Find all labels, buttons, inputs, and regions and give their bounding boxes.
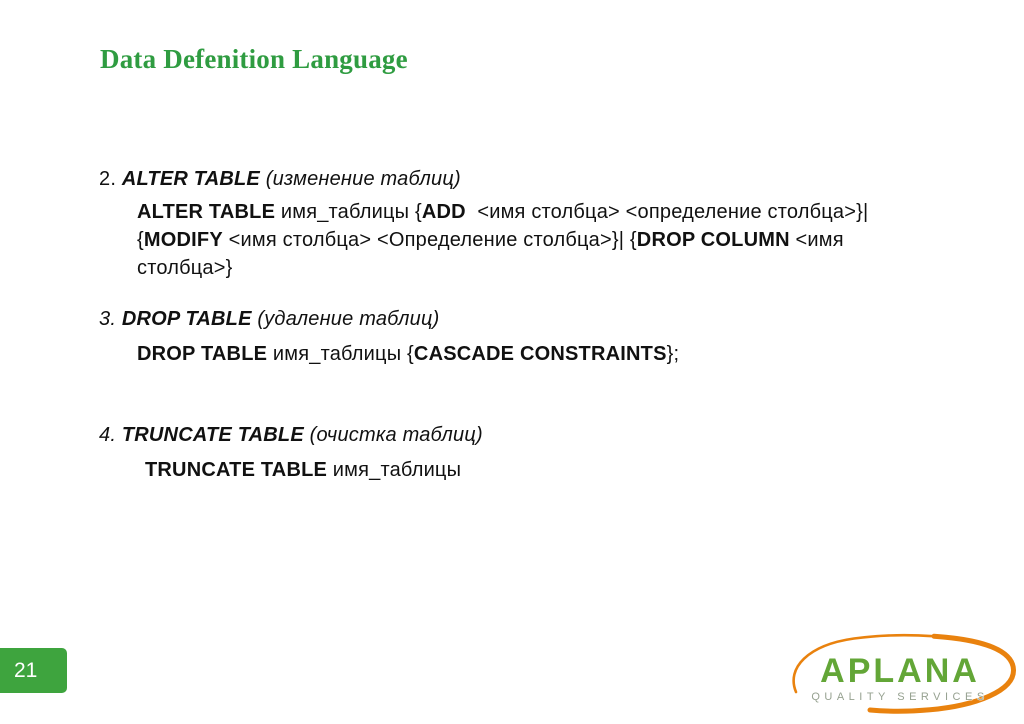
logo-tagline-text: QUALITY SERVICES xyxy=(811,691,989,703)
code-line: ALTER TABLE имя_таблицы {ADD <имя столбца> <определение столбца>}| xyxy=(137,201,869,223)
code-line: TRUNCATE TABLE имя_таблицы xyxy=(145,459,462,481)
section-number: 2. xyxy=(99,168,122,190)
aplana-logo xyxy=(782,628,1018,722)
section-note: (удаление таблиц) xyxy=(257,308,440,330)
code-line: DROP TABLE имя_таблицы {CASCADE CONSTRAINTS}; xyxy=(137,343,680,365)
section-2-code xyxy=(137,198,868,282)
slide-title: Data Defenition Language xyxy=(100,44,408,74)
code-line: столбца>} xyxy=(137,257,233,279)
section-number: 4. xyxy=(99,424,122,446)
section-3-code xyxy=(137,340,679,368)
section-note: (очистка таблиц) xyxy=(309,424,483,446)
logo-brand-text: APLANA xyxy=(820,652,980,690)
section-keyword: TRUNCATE TABLE xyxy=(121,424,310,446)
page-number-badge xyxy=(0,648,67,693)
section-number: 3. xyxy=(99,308,122,330)
section-3-heading xyxy=(99,308,439,331)
section-keyword: ALTER TABLE xyxy=(121,168,266,190)
section-4-code xyxy=(145,456,461,484)
page-number: 21 xyxy=(14,659,38,682)
section-keyword: DROP TABLE xyxy=(121,308,258,330)
section-4-heading xyxy=(99,424,483,447)
section-2-heading xyxy=(99,168,461,191)
section-note: (изменение таблиц) xyxy=(265,168,461,190)
code-line: {MODIFY <имя столбца> <Определение столбца>}| {DROP COLUMN <имя xyxy=(137,229,844,251)
